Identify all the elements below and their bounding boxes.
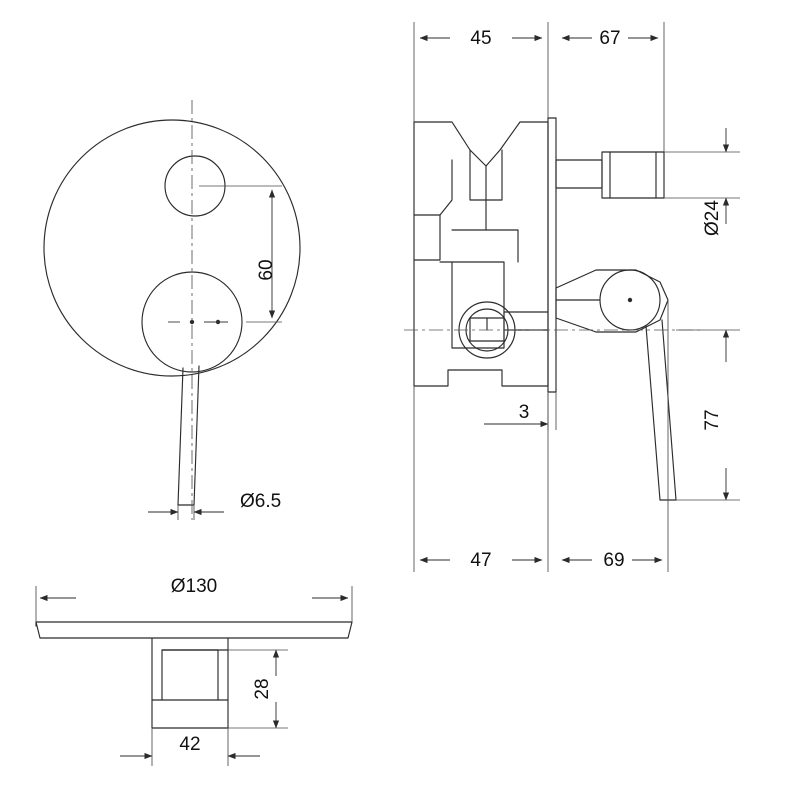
dim-69-label: 69 [603, 550, 625, 571]
top-view-dimensions [36, 576, 352, 766]
dim-67-label: 67 [599, 28, 621, 49]
dim-d24-label: Ø24 [702, 200, 723, 236]
dim-42-label: 42 [179, 734, 201, 755]
dim-28-label: 28 [252, 678, 273, 700]
front-view-dimensions [148, 186, 282, 520]
side-view-dimensions [414, 22, 740, 572]
dim-d65-label: Ø6.5 [240, 491, 282, 512]
top-view-geometry [36, 622, 352, 728]
dim-3-label: 3 [518, 402, 530, 423]
dim-d130-label: Ø130 [170, 576, 218, 597]
side-view-geometry [404, 118, 700, 500]
dim-47-label: 47 [470, 550, 492, 571]
dim-45-label: 45 [470, 28, 492, 49]
dim-60-label: 60 [256, 259, 277, 281]
dim-77-label: 77 [702, 409, 723, 431]
front-view-geometry [44, 100, 300, 520]
